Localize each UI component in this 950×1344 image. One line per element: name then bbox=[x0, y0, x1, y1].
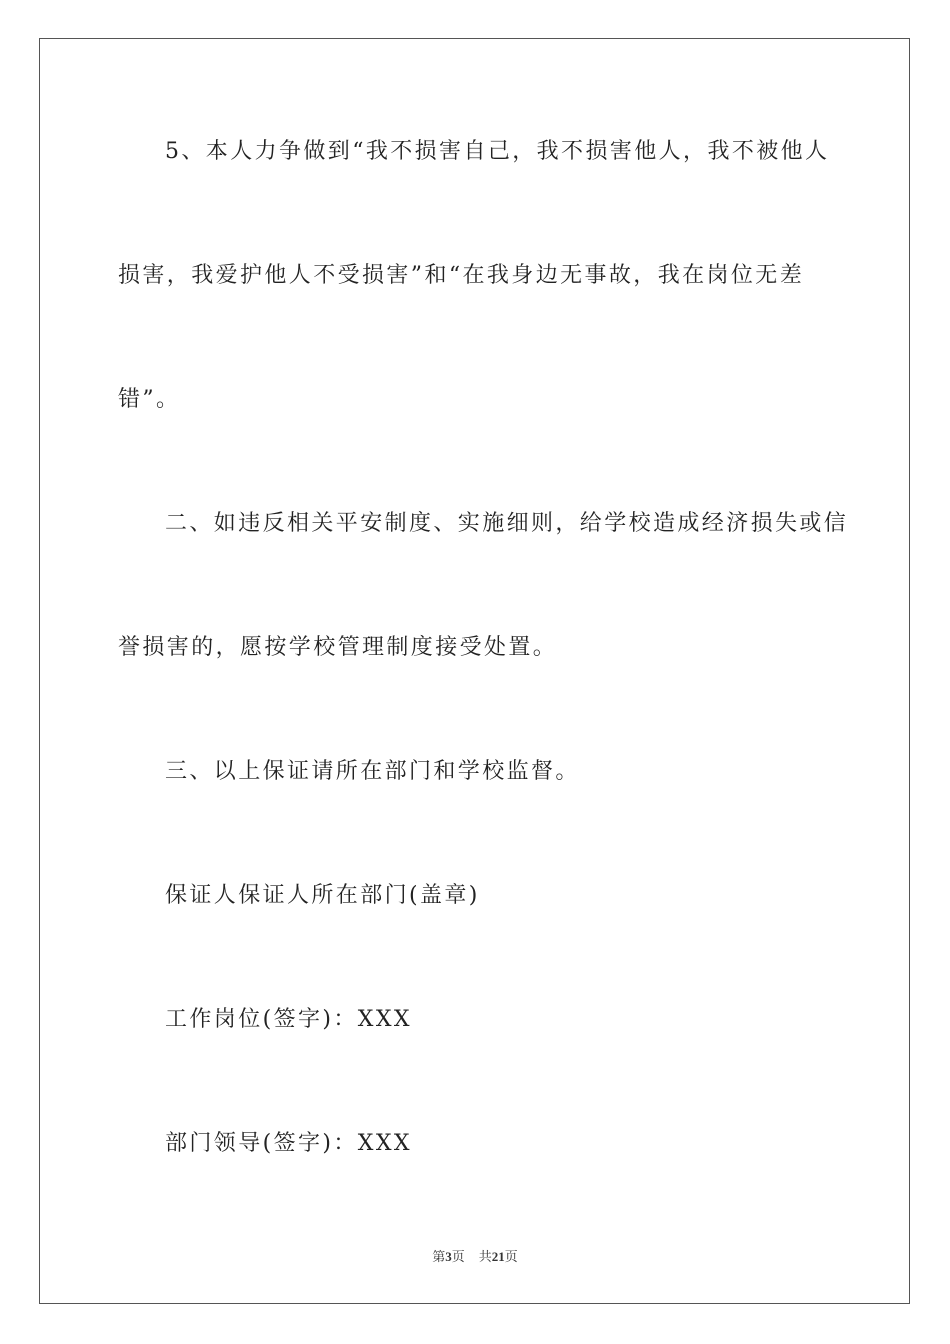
paragraph-item-5-line-3: 错”。 bbox=[118, 387, 181, 412]
page-footer bbox=[0, 1248, 950, 1266]
total-suffix: 页 bbox=[504, 1249, 518, 1264]
paragraph-item-5-line-2: 损害，我爱护他人不受损害”和“在我身边无事故，我在岗位无差 bbox=[118, 263, 805, 288]
paragraph-item-5-line-1: 5、本人力争做到“我不损害自己，我不损害他人，我不被他人 bbox=[165, 139, 830, 164]
total-prefix: 共 bbox=[478, 1249, 492, 1264]
page-suffix: 页 bbox=[451, 1249, 465, 1264]
job-position-signature-line: 工作岗位(签字)：XXX bbox=[165, 1007, 412, 1032]
paragraph-section-2-line-1: 二、如违反相关平安制度、实施细则，给学校造成经济损失或信 bbox=[165, 511, 849, 536]
page-frame bbox=[39, 38, 910, 1304]
page-prefix: 第 bbox=[432, 1249, 446, 1264]
total-page-count: 21 bbox=[491, 1249, 505, 1264]
current-page-number: 3 bbox=[445, 1249, 452, 1264]
department-leader-signature-line: 部门领导(签字)：XXX bbox=[165, 1131, 412, 1156]
paragraph-section-3: 三、以上保证请所在部门和学校监督。 bbox=[165, 759, 580, 784]
guarantor-line: 保证人保证人所在部门(盖章) bbox=[165, 883, 480, 908]
paragraph-section-2-line-2: 誉损害的，愿按学校管理制度接受处置。 bbox=[118, 635, 558, 660]
